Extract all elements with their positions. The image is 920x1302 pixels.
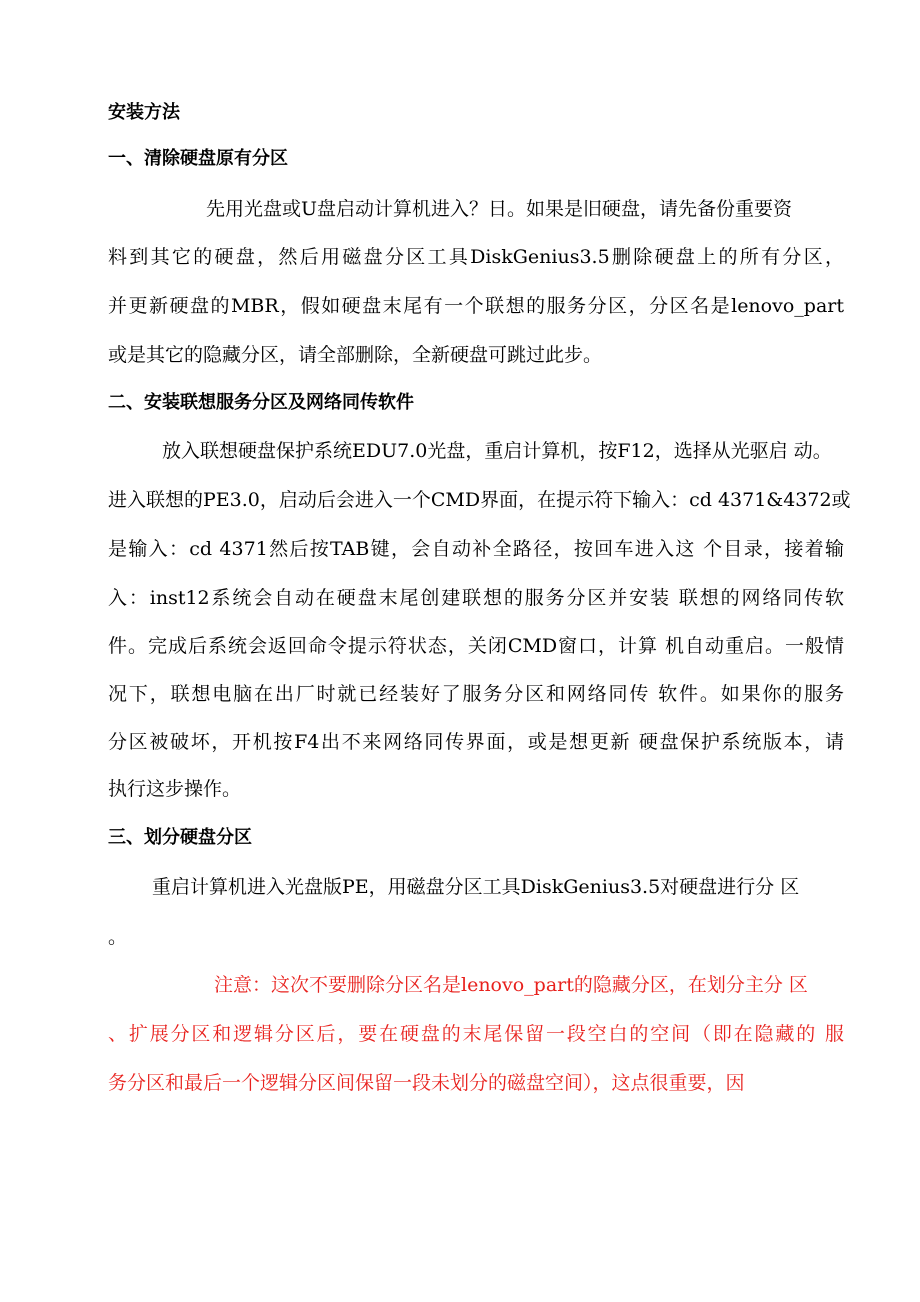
section3-note-line: 注意：这次不要删除分区名是lenovo_part的隐藏分区，在划分主分 区 bbox=[214, 974, 808, 996]
doc-title: 安装方法 bbox=[108, 102, 180, 123]
section2-paragraph-line: 是输入：cd 4371然后按TAB键，会自动补全路径，按回车进入这 个目录，接着输 bbox=[108, 538, 844, 560]
section1-paragraph-line: 料到其它的硬盘，然后用磁盘分区工具DiskGenius3.5删除硬盘上的所有分区， bbox=[108, 246, 844, 268]
section2-paragraph-line: 分区被破坏，开机按F4出不来网络同传界面，或是想更新 硬盘保护系统版本，请 bbox=[108, 731, 844, 753]
section1-paragraph-line: 或是其它的隐藏分区，请全部删除，全新硬盘可跳过此步。 bbox=[108, 344, 603, 366]
section2-paragraph-line: 况下，联想电脑在出厂时就已经装好了服务分区和网络同传 软件。如果你的服务 bbox=[108, 683, 844, 705]
section3-paragraph-line: 重启计算机进入光盘版PE，用磁盘分区工具DiskGenius3.5对硬盘进行分 区 bbox=[152, 876, 800, 898]
section2-paragraph-line: 件。完成后系统会返回命令提示符状态，关闭CMD窗口，计算 机自动重启。一般情 bbox=[108, 635, 844, 657]
section3-note-line: 、扩展分区和逻辑分区后，要在硬盘的末尾保留一段空白的空间（即在隐藏的 服 bbox=[108, 1023, 844, 1045]
section2-paragraph-line: 执行这步操作。 bbox=[108, 778, 242, 800]
section2-paragraph-line: 进入联想的PE3.0，启动后会进入一个CMD界面，在提示符下输入：cd 4371&4372或 bbox=[108, 489, 851, 511]
section2-paragraph-line: 入：inst12系统会自动在硬盘末尾创建联想的服务分区并安装 联想的网络同传软 bbox=[108, 587, 844, 609]
section2-heading: 二、安装联想服务分区及网络同传软件 bbox=[108, 392, 414, 413]
section3-heading: 三、划分硬盘分区 bbox=[108, 827, 252, 848]
section1-heading: 一、清除硬盘原有分区 bbox=[108, 148, 288, 169]
section3-note-line: 务分区和最后一个逻辑分区间保留一段未划分的磁盘空间），这点很重要，因 bbox=[108, 1072, 745, 1094]
section2-paragraph-line: 放入联想硬盘保护系统EDU7.0光盘，重启计算机，按F12，选择从光驱启 动。 bbox=[162, 440, 832, 462]
section3-paragraph-line: 。 bbox=[108, 926, 128, 948]
section1-paragraph-line: 并更新硬盘的MBR，假如硬盘末尾有一个联想的服务分区，分区名是lenovo_part bbox=[108, 295, 844, 317]
section1-paragraph-line: 先用光盘或U盘启动计算机进入？日。如果是旧硬盘，请先备份重要资 bbox=[206, 198, 793, 220]
